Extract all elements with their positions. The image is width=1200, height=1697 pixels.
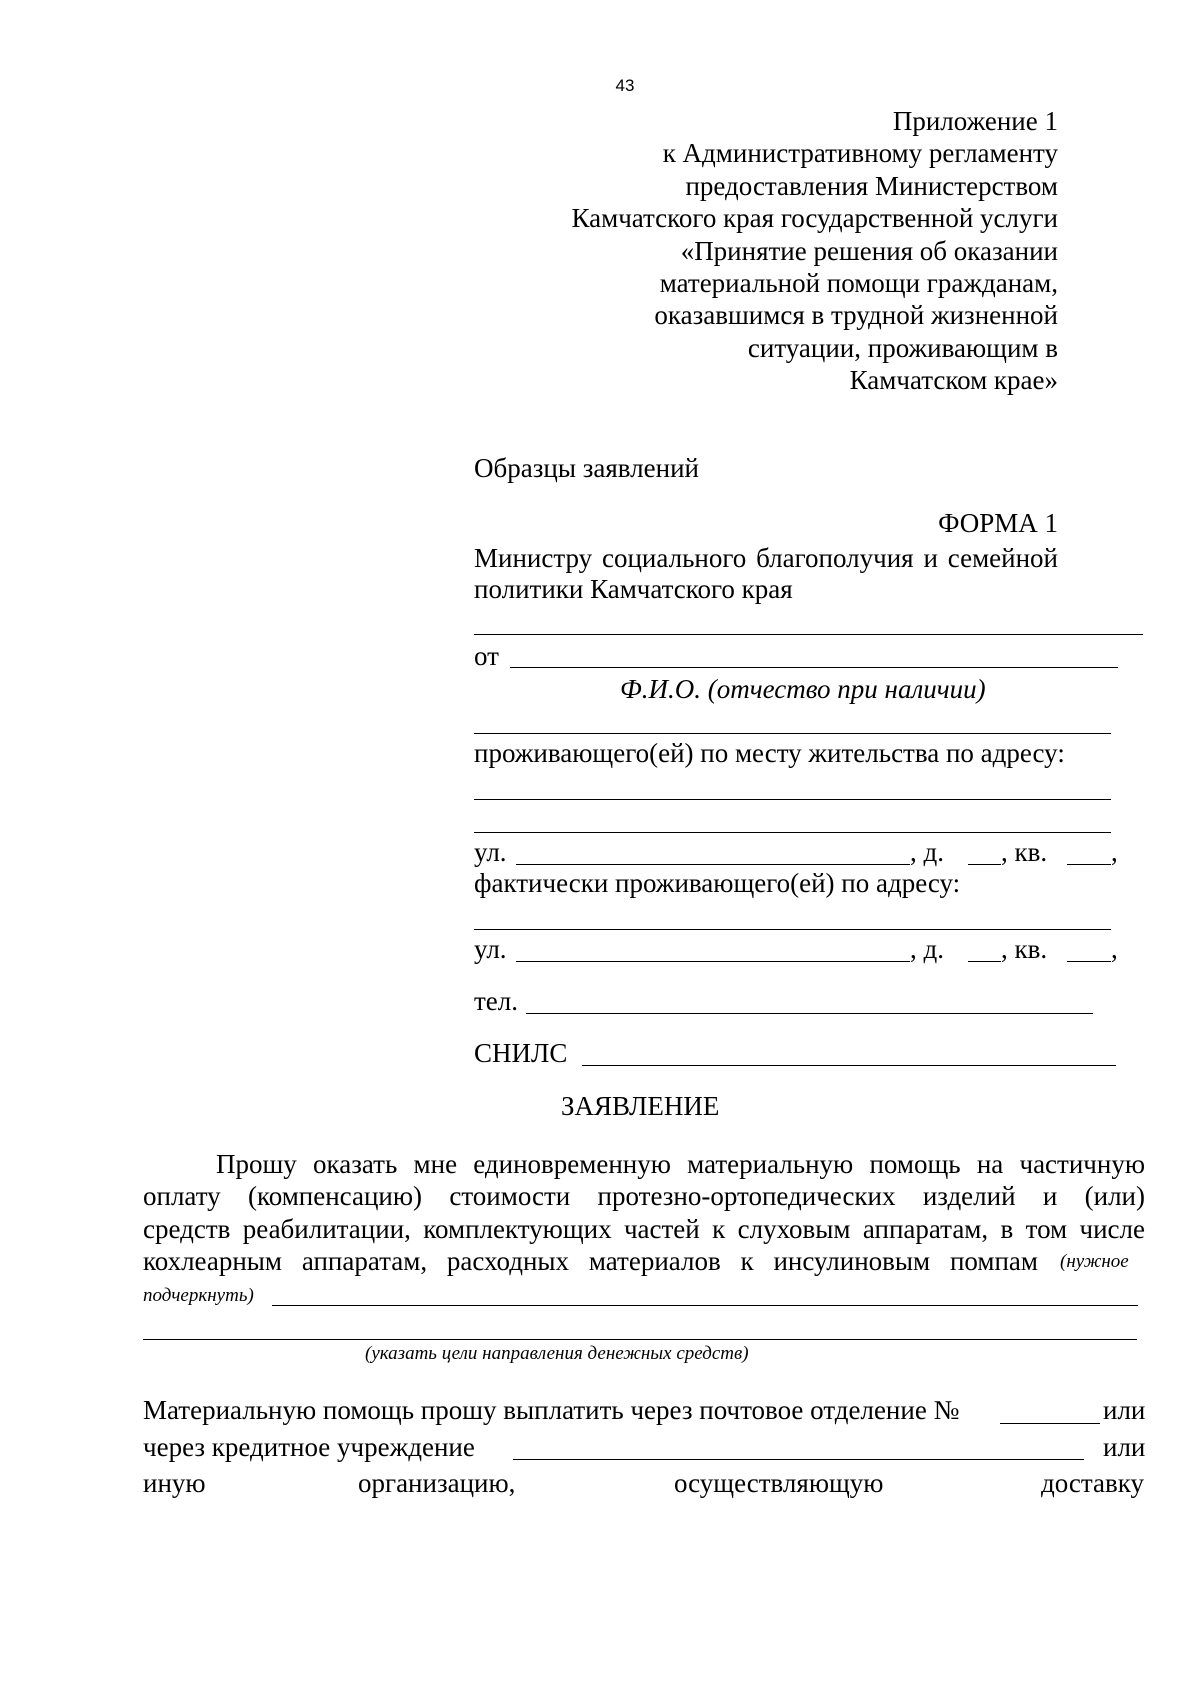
addressee-line-2: политики Камчатского края (474, 574, 793, 604)
apartment-blank[interactable] (1067, 864, 1111, 865)
statement-line-1: Прошу оказать мне единовременную материальную помощь на частичную (216, 1149, 1145, 1179)
address-blank-line-1[interactable] (474, 799, 1111, 800)
house-blank[interactable] (968, 864, 1001, 865)
payment-line-3-word: иную (143, 1468, 206, 1498)
payment-line-3-word: осуществляющую (674, 1468, 884, 1498)
statement-line-3: средств реабилитации, комплектующих частей к слуховым аппаратам, в том числе (143, 1214, 1145, 1244)
appendix-line: ситуации, проживающим в (747, 332, 1058, 363)
appendix-line: Камчатском крае» (849, 365, 1058, 396)
actual-house-label: , д. (910, 934, 944, 964)
actual-street-blank[interactable] (516, 961, 910, 962)
appendix-line: оказавшимся в трудной жизненной (654, 300, 1058, 331)
phone-blank[interactable] (526, 1013, 1093, 1014)
or-text: или (1103, 1395, 1146, 1425)
appendix-line: Приложение 1 (892, 106, 1058, 136)
samples-title: Образцы заявлений (474, 453, 699, 483)
address-blank-line-2[interactable] (474, 832, 1111, 833)
statement-title: ЗАЯВЛЕНИЕ (561, 1091, 720, 1121)
credit-institution-blank[interactable] (513, 1459, 1084, 1460)
fio-blank-line[interactable] (510, 667, 1118, 668)
statement-line-4: кохлеарным аппаратам, расходных материалов к инсулиновым помпам (143, 1246, 1038, 1276)
purpose-caption: (указать цели направления денежных средств) (365, 1343, 749, 1364)
snils-blank[interactable] (582, 1065, 1116, 1066)
actual-apartment-blank[interactable] (1067, 961, 1111, 962)
from-label: от (474, 641, 499, 671)
form-label: ФОРМА 1 (938, 508, 1058, 538)
actual-street-label: ул. (474, 934, 507, 964)
payment-line-1: Материальную помощь прошу выплатить через почтовое отделение № (143, 1395, 960, 1425)
underline-note: (нужное (1060, 1251, 1129, 1272)
statement-line-2: оплату (компенсацию) стоимости протезно-ортопедических изделий и (или) (143, 1181, 1145, 1211)
applicant-blank-line[interactable] (474, 634, 1143, 635)
purpose-blank-line-1[interactable] (272, 1305, 1138, 1306)
fio-continuation-blank-line[interactable] (474, 733, 1111, 734)
appendix-line: предоставления Министерством (685, 170, 1058, 201)
end-comma: , (1111, 934, 1118, 964)
apartment-label: , кв. (1001, 837, 1048, 867)
street-blank[interactable] (516, 864, 910, 865)
page-number: 43 (615, 76, 635, 95)
end-comma: , (1111, 837, 1118, 867)
actual-residence-label: фактически проживающего(ей) по адресу: (474, 868, 961, 898)
residence-label: проживающего(ей) по месту жительства по адресу: (474, 738, 1065, 768)
appendix-line: материальной помощи гражданам, (659, 268, 1058, 299)
snils-label: СНИЛС (474, 1038, 568, 1068)
fio-caption: Ф.И.О. (отчество при наличии) (620, 674, 986, 704)
appendix-line: к Административному регламенту (662, 138, 1058, 169)
appendix-line: Камчатского края государственной услуги (571, 203, 1058, 234)
actual-house-blank[interactable] (968, 961, 1001, 962)
house-label: , д. (910, 837, 944, 867)
actual-apartment-label: , кв. (1001, 934, 1048, 964)
underline-note-continued: подчеркнуть) (143, 1285, 254, 1306)
phone-label: тел. (474, 986, 519, 1016)
payment-line-2: через кредитное учреждение (143, 1432, 475, 1462)
purpose-blank-line-2[interactable] (143, 1339, 1137, 1340)
appendix-line: «Принятие решения об оказании (680, 235, 1058, 266)
payment-line-3-word: доставку (1041, 1468, 1144, 1498)
addressee-line-1: Министру социального благополучия и семейной (474, 543, 1058, 573)
payment-line-3-word: организацию, (358, 1468, 516, 1498)
appendix-header (498, 105, 1058, 397)
post-office-number-blank[interactable] (1000, 1423, 1100, 1424)
actual-address-blank-line[interactable] (474, 929, 1111, 930)
or-text: или (1103, 1432, 1146, 1462)
street-label: ул. (474, 837, 507, 867)
